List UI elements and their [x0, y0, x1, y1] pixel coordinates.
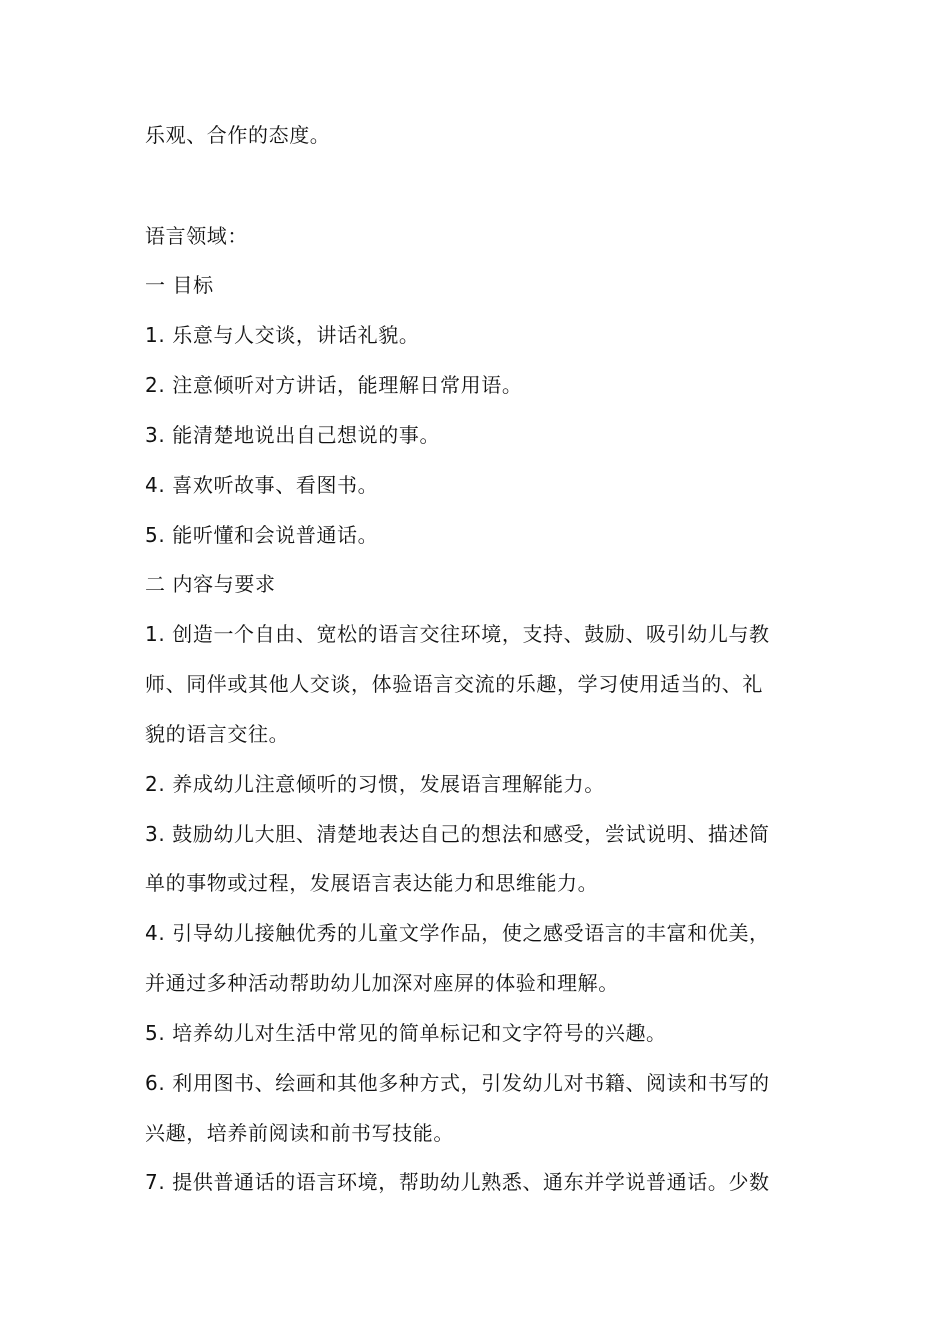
text-line: 乐观、合作的态度。 — [145, 123, 331, 147]
list-item-continuation: 兴趣，培养前阅读和前书写技能。 — [145, 1121, 454, 1145]
subsection-heading: 二 内容与要求 — [145, 572, 276, 596]
list-item: 5. 能听懂和会说普通话。 — [145, 523, 379, 547]
list-item: 2. 注意倾听对方讲话，能理解日常用语。 — [145, 373, 523, 397]
list-item: 7. 提供普通话的语言环境，帮助幼儿熟悉、通东并学说普通话。少数 — [145, 1170, 770, 1194]
list-item: 1. 创造一个自由、宽松的语言交往环境，支持、鼓励、吸引幼儿与教 — [145, 622, 770, 646]
list-item: 6. 利用图书、绘画和其他多种方式，引发幼儿对书籍、阅读和书写的 — [145, 1071, 770, 1095]
list-item-continuation: 师、同伴或其他人交谈，体验语言交流的乐趣，学习使用适当的、礼 — [145, 672, 763, 696]
list-item: 2. 养成幼儿注意倾听的习惯，发展语言理解能力。 — [145, 772, 605, 796]
list-item: 4. 引导幼儿接触优秀的儿童文学作品，使之感受语言的丰富和优美， — [145, 921, 770, 945]
list-item: 1. 乐意与人交谈，讲话礼貌。 — [145, 323, 420, 347]
list-item-continuation: 并通过多种活动帮助幼儿加深对座屏的体验和理解。 — [145, 971, 619, 995]
list-item-continuation: 貌的语言交往。 — [145, 722, 290, 746]
section-heading: 语言领域： — [145, 224, 248, 248]
list-item: 5. 培养幼儿对生活中常见的简单标记和文字符号的兴趣。 — [145, 1021, 667, 1045]
list-item-continuation: 单的事物或过程，发展语言表达能力和思维能力。 — [145, 871, 599, 895]
list-item: 3. 能清楚地说出自己想说的事。 — [145, 423, 441, 447]
list-item: 4. 喜欢听故事、看图书。 — [145, 473, 379, 497]
list-item: 3. 鼓励幼儿大胆、清楚地表达自己的想法和感受，尝试说明、描述简 — [145, 822, 770, 846]
subsection-heading: 一 目标 — [145, 273, 214, 297]
